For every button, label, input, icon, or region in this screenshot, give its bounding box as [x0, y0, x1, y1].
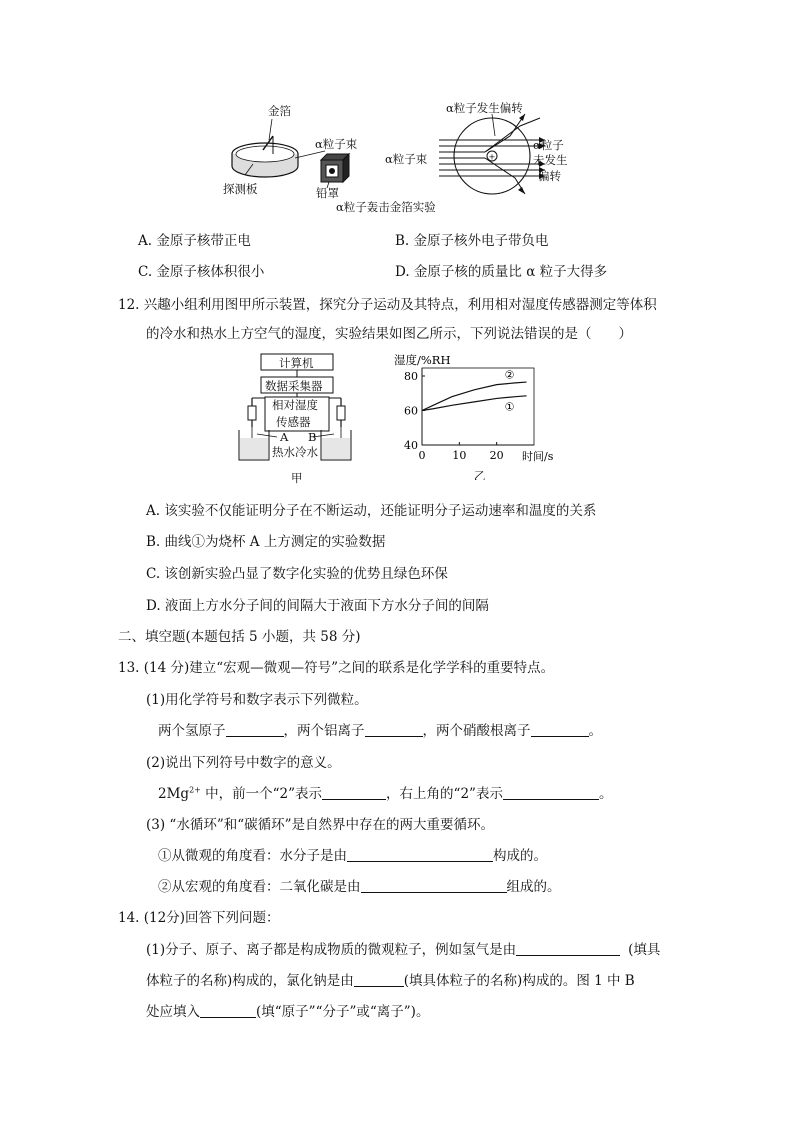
answer-blank[interactable] — [361, 878, 507, 893]
mg-ion-symbol: 2Mg — [158, 786, 190, 802]
q13-p3-macro: ②从宏观的角度看：二氧化碳是由 — [158, 879, 361, 895]
section-heading-fill-blank: 二、填空题(本题包括 5 小题，共 58 分) — [118, 629, 361, 645]
q13-p3-macro-end: 组成的。 — [506, 879, 561, 895]
q13-part2: (2)说出下列符号中数字的意义。 — [146, 755, 341, 771]
label-computer: 计算机 — [279, 356, 314, 370]
label-alpha-beam: α粒子束 — [315, 137, 358, 151]
answer-blank[interactable] — [347, 847, 493, 862]
q13-part2-line — [158, 782, 612, 802]
mg-ion-charge: 2+ — [189, 785, 201, 795]
label-sensor-1: 相对湿度 — [272, 398, 318, 412]
q13-p3-micro: ①从微观的角度看：水分子是由 — [158, 848, 347, 864]
series-label-2: ① — [504, 400, 515, 414]
q11-option-c: C. 金原子核体积很小 — [138, 264, 265, 280]
label-collector: 数据采集器 — [265, 379, 323, 393]
nucleus-plus-sign: + — [488, 152, 496, 162]
q13-p2-first: 中，前一个“2”表示 — [200, 786, 323, 802]
y-tick-label: 60 — [404, 404, 418, 418]
q14-line3 — [146, 1000, 429, 1020]
x-tick-label: 0 — [418, 449, 426, 462]
chart-xlabel: 时间/s — [522, 450, 554, 463]
q14-line1 — [146, 938, 660, 958]
q12-stem-line1: 12. 兴趣小组利用图甲所示装置，探究分子运动及其特点，利用相对湿度传感器测定等体积 — [118, 297, 657, 313]
x-tick-label: 20 — [489, 449, 504, 462]
label-gold-foil: 金箔 — [268, 104, 291, 118]
punctuation: 。 — [588, 723, 602, 739]
q14-l3-text: 处应填入 — [146, 1004, 200, 1020]
answer-blank[interactable] — [503, 785, 599, 800]
q14-l3-tail: (填“原子”“分子”或“离子”)。 — [256, 1004, 430, 1020]
label-sensor-2: 传感器 — [276, 415, 311, 429]
humidity-chart — [372, 350, 572, 480]
label-lead-box: 铅罩 — [316, 186, 339, 200]
answer-blank[interactable] — [516, 941, 620, 956]
q14-line2 — [146, 969, 635, 989]
label-alpha-beam-right: α粒子束 — [385, 152, 428, 166]
plot-frame — [422, 368, 534, 445]
q12-stem-line2: 的冷水和热水上方空气的湿度，实验结果如图乙所示，下列说法错误的是（ ） — [146, 326, 632, 342]
q14-l2-text: 体粒子的名称)构成的，氯化钠是由 — [146, 973, 354, 989]
series-label-1: ② — [504, 368, 515, 382]
label-a: A — [280, 430, 289, 444]
q14-l1-tail: (填具 — [628, 942, 661, 958]
q13-part1: (1)用化学符号和数字表示下列微粒。 — [146, 692, 368, 708]
label-deflected: α粒子发生偏转 — [446, 101, 523, 115]
label-not-deflected-3: 偏转 — [538, 169, 561, 183]
q13-p2-second: ，右上角的“2”表示 — [386, 786, 503, 802]
chart-ylabel: 湿度/%RH — [394, 353, 451, 367]
q13-part3-line2 — [158, 875, 561, 895]
label-not-deflected-2: 未发生 — [533, 153, 568, 167]
q12-option-a: A. 该实验不仅能证明分子在不断运动，还能证明分子运动速率和温度的关系 — [146, 503, 597, 519]
chart-caption: 乙 — [474, 469, 486, 480]
q13-p1-nitrate: ，两个硝酸根离子 — [422, 723, 531, 739]
q12-option-c: C. 该创新实验凸显了数字化实验的优势且绿色环保 — [146, 566, 448, 582]
y-tick-label: 80 — [404, 370, 418, 383]
q13-p1-aluminum: ，两个铝离子 — [283, 723, 365, 739]
figure-caption-alpha: α粒子轰击金箔实验 — [336, 200, 436, 214]
label-water: 热水冷水 — [272, 445, 318, 459]
answer-blank[interactable] — [226, 722, 284, 737]
answer-blank[interactable] — [531, 722, 589, 737]
answer-blank[interactable] — [365, 722, 423, 737]
punctuation: 。 — [598, 786, 613, 802]
q11-option-b: B. 金原子核外电子带负电 — [395, 233, 549, 249]
q14-stem: 14. (12分)回答下列问题： — [118, 910, 280, 926]
q13-p1-hydrogen: 两个氢原子 — [158, 723, 226, 739]
x-tick-label: 10 — [452, 449, 467, 462]
answer-blank[interactable] — [200, 1003, 256, 1018]
label-not-deflected-1: α粒子 — [533, 138, 564, 152]
answer-blank[interactable] — [322, 785, 386, 800]
q14-l1-text: (1)分子、原子、离子都是构成物质的微观粒子，例如氢气是由 — [146, 942, 517, 958]
q13-p3-micro-end: 构成的。 — [493, 848, 547, 864]
q11-option-a: A. 金原子核带正电 — [138, 233, 251, 249]
label-detector: 探测板 — [223, 182, 258, 196]
q13-part3: (3) “水循环”和“碳循环”是自然界中存在的两大重要循环。 — [146, 817, 495, 833]
q13-part1-line — [158, 719, 602, 739]
q12-option-d: D. 液面上方水分子间的间隔大于液面下方水分子间的间隔 — [146, 598, 489, 614]
q14-l2-tail: (填具体粒子的名称)构成的。图 1 中 B — [403, 973, 635, 989]
answer-blank[interactable] — [354, 972, 404, 987]
q12-option-b: B. 曲线①为烧杯 A 上方测定的实验数据 — [146, 534, 386, 550]
q13-part3-line1 — [158, 844, 547, 864]
figure-caption-jia: 甲 — [291, 471, 303, 485]
q13-stem: 13. (14 分)建立“宏观—微观—符号”之间的联系是化学学科的重要特点。 — [118, 660, 555, 676]
label-b: B — [308, 430, 317, 444]
y-tick-label: 40 — [404, 439, 418, 452]
q11-option-d: D. 金原子核的质量比 α 粒子大得多 — [395, 264, 608, 280]
